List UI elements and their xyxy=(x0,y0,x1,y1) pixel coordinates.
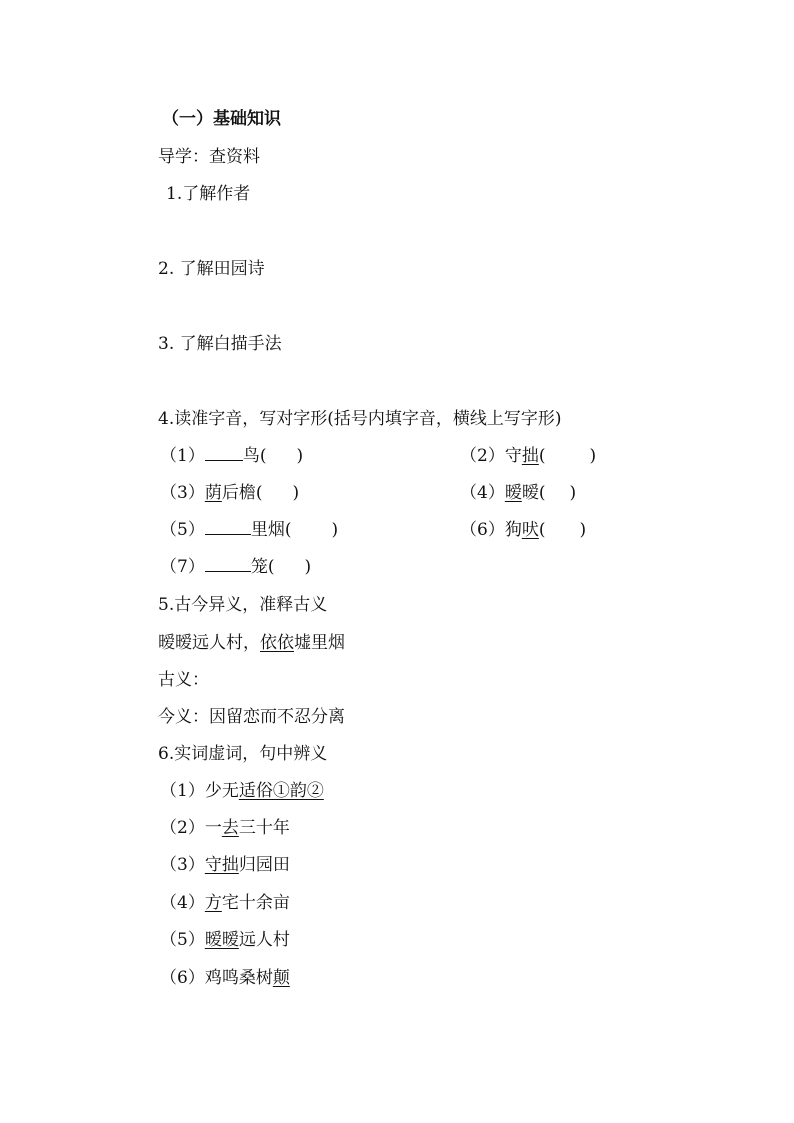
open-paren: ( xyxy=(538,520,546,540)
item-number: （4） xyxy=(160,893,205,913)
item-text: 暧 xyxy=(521,483,539,503)
open-paren: ( xyxy=(284,520,292,540)
answer-blank xyxy=(205,444,243,461)
q4-item-2 xyxy=(460,444,596,468)
open-paren: ( xyxy=(538,446,546,466)
q6-item-3 xyxy=(160,853,290,877)
item-text: 三十年 xyxy=(238,818,290,838)
line-underlined: 依依 xyxy=(260,633,294,653)
item-underlined: 守拙 xyxy=(204,855,239,875)
close-paren: ) xyxy=(292,483,300,503)
q4-item-4 xyxy=(460,481,576,505)
item-underlined: 去 xyxy=(221,818,239,838)
item-number: （5） xyxy=(160,930,205,950)
q6-item-4 xyxy=(160,891,290,915)
q4-item-6 xyxy=(460,518,586,542)
guide-line: 导学：查资料 xyxy=(158,147,260,167)
item-underlined: 颠 xyxy=(272,968,290,988)
close-paren: ) xyxy=(579,520,587,540)
item-number: （6） xyxy=(160,968,205,988)
item-number: （1） xyxy=(160,446,205,466)
q6-item-6 xyxy=(160,966,290,990)
item-text: 里烟 xyxy=(250,520,285,540)
item-text: 鸡鸣桑树 xyxy=(204,968,273,988)
item-number: （4） xyxy=(460,483,505,503)
item-underlined: 方 xyxy=(204,893,222,913)
q6-item-1 xyxy=(160,779,324,803)
q4-item-1 xyxy=(160,444,303,468)
item-text: 守 xyxy=(504,446,522,466)
open-paren: ( xyxy=(255,483,263,503)
q5-poem-line xyxy=(158,631,345,655)
q6-item-5 xyxy=(160,928,290,952)
item-number: （2） xyxy=(460,446,505,466)
question-6-title: 6.实词虚词，句中辨义 xyxy=(158,744,328,764)
item-underlined: 荫 xyxy=(204,483,222,503)
item-underlined: 适俗①韵② xyxy=(238,781,324,801)
q6-item-2 xyxy=(160,816,290,840)
question-5-title: 5.古今异义，准释古义 xyxy=(158,595,328,615)
q5-modern-meaning: 今义：因留恋而不忍分离 xyxy=(158,707,345,727)
item-underlined: 暧暧 xyxy=(204,930,239,950)
item-number: （3） xyxy=(160,855,205,875)
question-1: 1.了解作者 xyxy=(166,184,251,204)
answer-blank xyxy=(205,518,251,535)
question-4-title: 4.读准字音，写对字形(括号内填字音，横线上写字形) xyxy=(158,409,562,429)
item-underlined: 暧 xyxy=(504,483,522,503)
item-text: 少无 xyxy=(204,781,239,801)
item-text: 笼 xyxy=(250,557,268,577)
item-number: （3） xyxy=(160,483,205,503)
open-paren: ( xyxy=(538,483,546,503)
close-paren: ) xyxy=(589,446,597,466)
section-heading: （一）基础知识 xyxy=(162,109,281,129)
close-paren: ) xyxy=(569,483,577,503)
close-paren: ) xyxy=(304,557,312,577)
item-text: 归园田 xyxy=(238,855,290,875)
item-number: （6） xyxy=(460,520,505,540)
item-number: （7） xyxy=(160,557,205,577)
item-text: 后檐 xyxy=(221,483,256,503)
item-text: 鸟 xyxy=(242,446,260,466)
open-paren: ( xyxy=(259,446,267,466)
line-text: 暧暧远人村， xyxy=(158,633,260,653)
item-text: 狗 xyxy=(504,520,522,540)
item-underlined: 拙 xyxy=(521,446,539,466)
q4-item-5 xyxy=(160,518,338,542)
item-number: （5） xyxy=(160,520,205,540)
item-text: 一 xyxy=(204,818,222,838)
question-3: 3. 了解白描手法 xyxy=(158,334,282,354)
line-text: 墟里烟 xyxy=(294,633,345,653)
question-2: 2. 了解田园诗 xyxy=(158,259,265,279)
item-number: （2） xyxy=(160,818,205,838)
item-underlined: 吠 xyxy=(521,520,539,540)
q4-item-3 xyxy=(160,481,299,505)
item-text: 宅十余亩 xyxy=(221,893,290,913)
close-paren: ) xyxy=(296,446,304,466)
item-number: （1） xyxy=(160,781,205,801)
item-text: 远人村 xyxy=(238,930,290,950)
open-paren: ( xyxy=(267,557,275,577)
answer-blank xyxy=(205,555,251,572)
close-paren: ) xyxy=(331,520,339,540)
q4-item-7 xyxy=(160,555,311,579)
q5-ancient-meaning: 古义： xyxy=(158,670,209,690)
